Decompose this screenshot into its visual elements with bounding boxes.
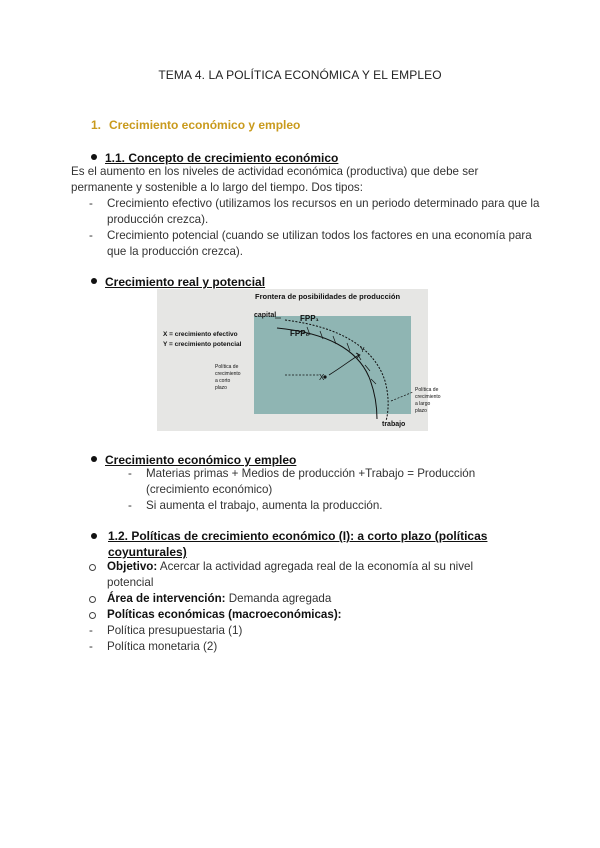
bullet-icon	[91, 154, 97, 160]
subsection-1-2-heading	[91, 528, 511, 560]
real-potencial-title: Crecimiento real y potencial	[105, 275, 266, 289]
list-item-text: Si aumenta el trabajo, aumenta la producción.	[146, 499, 383, 512]
short-term-label: Política de crecimiento a corto plazo	[215, 364, 241, 391]
list-item	[89, 196, 549, 228]
list-item-text: Materias primas + Medios de producción +Trabajo = Producción (crecimiento económico)	[146, 467, 476, 496]
list-item	[128, 498, 518, 514]
fpp0-curve	[277, 328, 377, 419]
document-title: TEMA 4. LA POLÍTICA ECONÓMICA Y EL EMPLEO	[158, 68, 442, 82]
subsection-1-1-title: 1.1. Concepto de crecimiento económico	[105, 151, 339, 165]
bullet-icon	[91, 456, 97, 462]
section-1-number: 1.	[91, 118, 102, 132]
long-term-label: Política de crecimiento a largo plazo	[415, 387, 441, 414]
ppf-figure	[157, 289, 441, 431]
dash-marker: -	[89, 624, 93, 637]
list-item-text: Política monetaria (2)	[107, 640, 218, 653]
objetivo-item: Objetivo: Acercar la actividad agregada real de la economía al su nivel potencial	[89, 559, 489, 591]
long-term-pointer	[391, 392, 413, 401]
subsection-1-2-title: 1.2. Políticas de crecimiento económico (I): a corto plazo (políticas coyunturales)	[108, 529, 488, 559]
list-item	[128, 466, 518, 498]
fpp1-label: FPP₁	[300, 314, 319, 323]
dash-marker: -	[89, 197, 93, 210]
circle-bullet-icon	[89, 612, 96, 619]
area-item: Área de intervención: Demanda agregada	[89, 591, 489, 607]
dash-marker: -	[89, 640, 93, 653]
x-to-y-arrow	[329, 355, 359, 375]
list-item	[89, 639, 489, 655]
dash-marker: -	[89, 229, 93, 242]
bullet-icon	[91, 533, 97, 539]
bullet-icon	[91, 278, 97, 284]
fpp0-label: FPP₀	[290, 329, 310, 338]
circle-bullet-icon	[89, 596, 96, 603]
section-1-title: Crecimiento económico y empleo	[109, 118, 301, 132]
list-item-text: Crecimiento efectivo (utilizamos los recursos en un periodo determinado para que la producción crezca).	[107, 197, 540, 226]
legend-y: Y = crecimiento potencial	[163, 341, 242, 348]
empleo-title: Crecimiento económico y empleo	[105, 453, 297, 467]
dash-marker: -	[128, 499, 132, 512]
list-item-text: Crecimiento potencial (cuando se utilizan todos los factores en una economía para que la producción crezca).	[107, 229, 532, 258]
list-item-text: Política presupuestaria (1)	[107, 624, 243, 637]
list-item	[89, 623, 489, 639]
dash-marker: -	[128, 467, 132, 480]
circle-bullet-icon	[89, 564, 96, 571]
point-x-label: X	[319, 373, 325, 382]
legend-x: X = crecimiento efectivo	[163, 331, 238, 338]
ppf-curves	[157, 289, 428, 431]
figure-title: Frontera de posibilidades de producción	[255, 292, 401, 301]
point-y-label: Y	[360, 347, 365, 354]
politicas-item: Políticas económicas (macroeconómicas):	[89, 607, 489, 623]
capital-axis-label: capital	[254, 312, 277, 319]
list-item	[89, 228, 549, 260]
intro-paragraph: Es el aumento en los niveles de actividad económica (productiva) que debe ser permanente y sostenible a lo largo del tiempo. Dos tipos:	[71, 165, 479, 194]
section-1-heading	[91, 118, 300, 132]
trabajo-axis-label: trabajo	[382, 421, 406, 428]
